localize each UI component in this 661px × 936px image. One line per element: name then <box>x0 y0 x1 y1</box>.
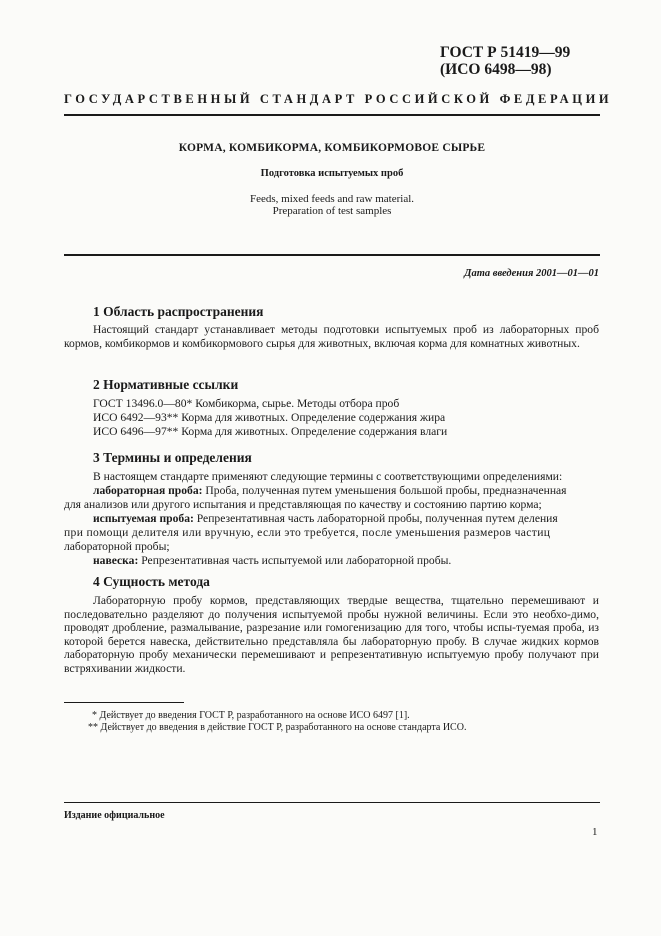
footer-divider <box>64 802 600 803</box>
document-subtitle: Подготовка испытуемых проб <box>260 168 404 179</box>
english-title-line-1: Feeds, mixed feeds and raw material. <box>249 193 415 205</box>
footnote-mark: * <box>92 710 97 721</box>
document-title: КОРМА, КОМБИКОРМА, КОМБИКОРМОВОЕ СЫРЬЕ <box>178 142 486 154</box>
footnote-text: Действует до введения в действие ГОСТ Р, разработанного на основе стандарта ИСО. <box>100 722 467 733</box>
standard-designation <box>440 44 610 78</box>
reference-item <box>93 411 445 424</box>
definition-text: Репрезентативная часть испытуемой или лабораторной пробы. <box>141 554 452 567</box>
term-test-sample: испытуемая проба: <box>93 512 194 525</box>
definition-test-sample-line-1 <box>64 512 599 526</box>
reference-title: Корма для животных. Определение содержания жира <box>181 411 446 424</box>
definition-test-portion <box>64 554 599 568</box>
header-divider <box>64 114 600 116</box>
section-1-text: Настоящий стандарт устанавливает методы подготовки испытуемых проб из лабораторных проб кормов, комбикормов и комбикормового сырья для животных, включая корма для комнатных животных. <box>64 323 599 350</box>
section-3-intro: В настоящем стандарте применяют следующие термины с соответствующими определениями: <box>93 470 563 483</box>
designation-iso: (ИСО 6498—98) <box>440 61 552 78</box>
definition-test-sample-line-3: лабораторной пробы; <box>64 540 170 553</box>
section-1-heading: 1 Область распространения <box>93 304 264 319</box>
english-title-line-2: Preparation of test samples <box>272 205 392 217</box>
footnote <box>92 710 410 721</box>
page-number: 1 <box>592 826 598 838</box>
official-edition-label: Издание официальное <box>64 810 165 821</box>
reference-code: ГОСТ 13496.0—80* <box>93 397 193 410</box>
reference-title: Комбикорма, сырье. Методы отбора проб <box>195 397 400 410</box>
term-test-portion: навеска: <box>93 554 139 567</box>
definition-text: Репрезентативная часть лабораторной пробы, полученная путем деления <box>196 512 558 525</box>
term-lab-sample: лабораторная проба: <box>93 484 203 497</box>
reference-code: ИСО 6492—93** <box>93 411 179 424</box>
state-standard-heading: ГОСУДАРСТВЕННЫЙ СТАНДАРТ РОССИЙСКОЙ ФЕДЕРАЦИИ <box>64 92 613 106</box>
footnote <box>88 722 466 733</box>
section-2-heading: 2 Нормативные ссылки <box>93 377 239 392</box>
designation-gost: ГОСТ Р 51419—99 <box>440 44 571 61</box>
section-4-heading: 4 Сущность метода <box>93 574 210 589</box>
date-of-introduction: Дата введения 2001—01—01 <box>464 268 599 279</box>
reference-item <box>93 397 399 410</box>
footnote-mark: ** <box>88 722 98 733</box>
section-4-text: Лабораторную пробу кормов, представляющих твердые вещества, тщательно перемешивают и последовательно разделяют до получения испытуемой пробы нужной величины. Если это необхо-димо, проводят дробление, размалывание, разрезание или гомогенизацию для того, чтобы испы-туемая проба, из которой берется навеска, действительно представляла бы лабораторную пробу. В случае жидких кормов лабораторную пробу механически перемешивают и репрезентативную испытуемую пробу получают при встряхивании жидкости. <box>64 594 599 675</box>
definition-lab-sample-line-1 <box>64 484 599 498</box>
definition-test-sample-line-2: при помощи делителя или вручную, если это требуется, после уменьшения размеров частиц <box>64 526 551 539</box>
footnote-divider <box>64 702 184 703</box>
reference-code: ИСО 6496—97** <box>93 425 179 438</box>
reference-title: Корма для животных. Определение содержания влаги <box>181 425 448 438</box>
definition-text: Проба, полученная путем уменьшения большой пробы, предназначенная <box>205 484 567 497</box>
definition-lab-sample-line-2: для анализов или другого испытания и представляющая по качеству и состоянию партию корма; <box>64 498 542 511</box>
footnote-text: Действует до введения ГОСТ Р, разработанного на основе ИСО 6497 [1]. <box>99 710 410 721</box>
title-divider <box>64 254 600 256</box>
section-3-heading: 3 Термины и определения <box>93 450 252 465</box>
reference-item <box>93 425 447 438</box>
